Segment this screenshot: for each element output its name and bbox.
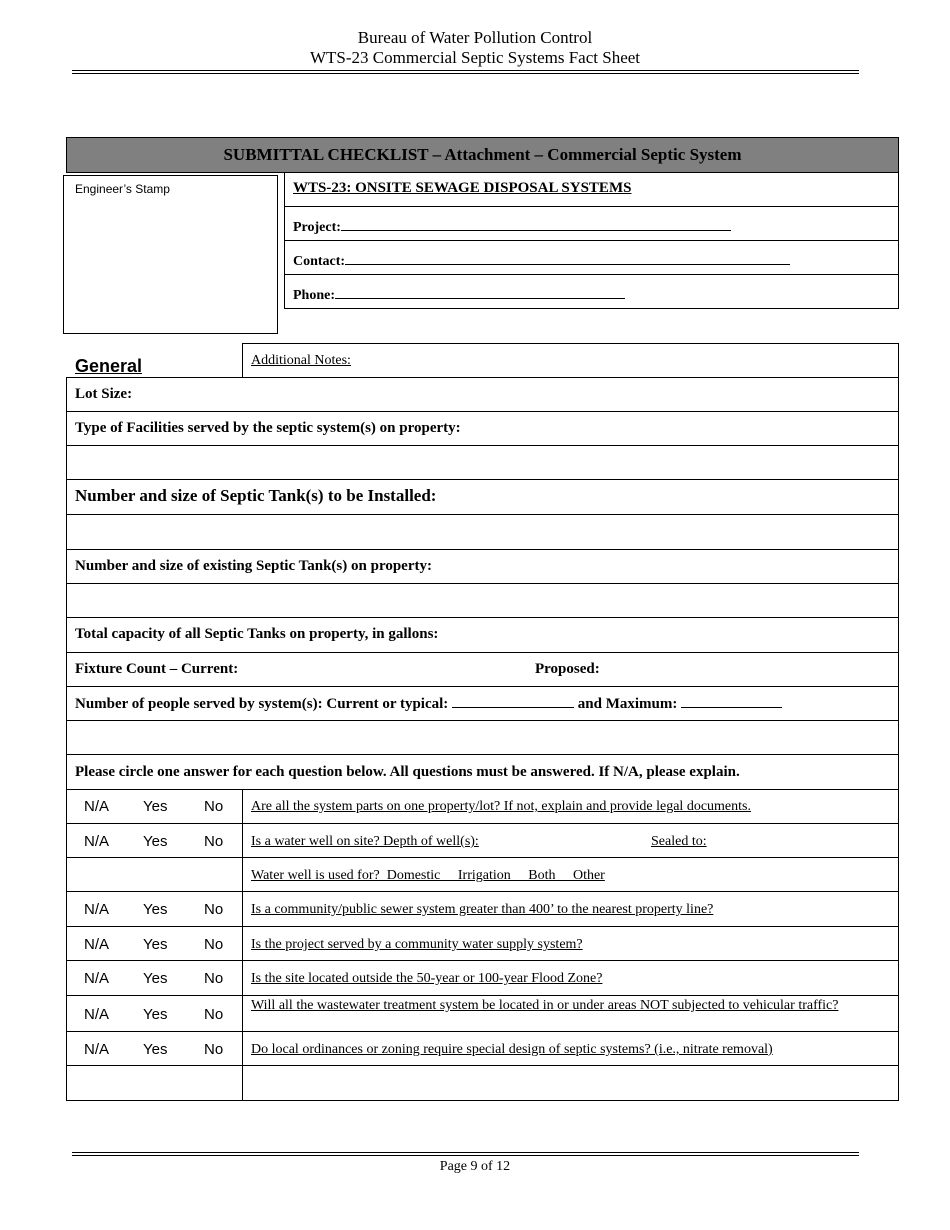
q6-cell bbox=[242, 960, 899, 996]
tanks-existing-answer-row[interactable] bbox=[66, 583, 899, 618]
q7-no[interactable]: No bbox=[204, 1006, 224, 1023]
project-label: Project: bbox=[293, 220, 341, 235]
facilities-row bbox=[66, 411, 899, 446]
blank-answers bbox=[66, 1065, 243, 1101]
project-field[interactable] bbox=[341, 216, 731, 231]
footer-rule bbox=[72, 1152, 859, 1156]
q5-yes[interactable]: Yes bbox=[143, 936, 168, 953]
contact-label: Contact: bbox=[293, 254, 346, 269]
q2-sealed-label: Sealed to: bbox=[651, 834, 707, 849]
tanks-install-answer-row[interactable] bbox=[66, 514, 899, 550]
fixture-proposed-label: Proposed: bbox=[535, 661, 600, 677]
additional-notes-label: Additional Notes: bbox=[251, 353, 351, 368]
project-row bbox=[284, 206, 899, 241]
q2-yes[interactable]: Yes bbox=[143, 833, 168, 850]
q6-text: Is the site located outside the 50-year or 100-year Flood Zone? bbox=[251, 971, 603, 986]
people-max-label: and Maximum: bbox=[577, 696, 678, 712]
tanks-existing-row bbox=[66, 549, 899, 584]
instructions-row bbox=[66, 754, 899, 790]
tanks-install-row bbox=[66, 479, 899, 515]
q8-no[interactable]: No bbox=[204, 1041, 224, 1058]
q5-cell bbox=[242, 926, 899, 961]
q4-yes[interactable]: Yes bbox=[143, 901, 168, 918]
header-line-1: Bureau of Water Pollution Control bbox=[357, 28, 593, 47]
q1-answers bbox=[66, 789, 243, 824]
q2-no[interactable]: No bbox=[204, 833, 224, 850]
q1-cell bbox=[242, 789, 899, 824]
q5-answers bbox=[66, 926, 243, 961]
q5-text: Is the project served by a community water supply system? bbox=[251, 937, 583, 952]
general-heading: General bbox=[75, 356, 143, 376]
facilities-answer-row[interactable] bbox=[66, 445, 899, 480]
q3-text[interactable]: Water well is used for? Domestic Irrigation Both Other bbox=[251, 868, 605, 883]
header-line-2: WTS-23 Commercial Septic Systems Fact Sheet bbox=[309, 48, 641, 67]
q7-cell bbox=[242, 995, 899, 1032]
q8-cell bbox=[242, 1031, 899, 1066]
q7-text: Will all the wastewater treatment system be located in or under areas NOT subjected to vehicular traffic? bbox=[251, 998, 839, 1013]
total-capacity-label: Total capacity of all Septic Tanks on property, in gallons: bbox=[75, 626, 439, 642]
q8-na[interactable]: N/A bbox=[84, 1041, 110, 1058]
people-max-field[interactable] bbox=[681, 695, 782, 708]
people-current-label: Number of people served by system(s): Current or typical: bbox=[75, 696, 449, 712]
page-number: Page 9 of 12 bbox=[439, 1159, 511, 1174]
q5-na[interactable]: N/A bbox=[84, 936, 110, 953]
q3-cell bbox=[242, 857, 899, 892]
q1-text: Are all the system parts on one property/lot? If not, explain and provide legal documents. bbox=[251, 799, 751, 814]
q4-answers bbox=[66, 891, 243, 927]
q4-na[interactable]: N/A bbox=[84, 901, 110, 918]
lot-size-row[interactable] bbox=[66, 377, 899, 412]
q1-yes[interactable]: Yes bbox=[143, 798, 168, 815]
q8-text: Do local ordinances or zoning require special design of septic systems? (i.e., nitrate removal) bbox=[251, 1042, 773, 1057]
q1-na[interactable]: N/A bbox=[84, 798, 110, 815]
q3-answers bbox=[66, 857, 243, 892]
instructions-text: Please circle one answer for each question below. All questions must be answered. If N/A, please explain. bbox=[75, 764, 740, 780]
q7-na[interactable]: N/A bbox=[84, 1006, 110, 1023]
q4-cell bbox=[242, 891, 899, 927]
q6-na[interactable]: N/A bbox=[84, 970, 110, 987]
fixture-current-label: Fixture Count – Current: bbox=[75, 661, 239, 677]
form-title-cell bbox=[284, 172, 899, 207]
q6-no[interactable]: No bbox=[204, 970, 224, 987]
facilities-label: Type of Facilities served by the septic system(s) on property: bbox=[75, 420, 461, 436]
q6-yes[interactable]: Yes bbox=[143, 970, 168, 987]
q7-answers bbox=[66, 995, 243, 1032]
contact-row bbox=[284, 240, 899, 275]
checklist-banner: SUBMITTAL CHECKLIST – Attachment – Commercial Septic System bbox=[66, 137, 899, 173]
q7-yes[interactable]: Yes bbox=[143, 1006, 168, 1023]
tanks-existing-label: Number and size of existing Septic Tank(s) on property: bbox=[75, 558, 432, 574]
q4-text: Is a community/public sewer system greater than 400’ to the nearest property line? bbox=[251, 902, 714, 917]
people-served-row bbox=[66, 686, 899, 721]
phone-label: Phone: bbox=[293, 288, 335, 303]
q4-no[interactable]: No bbox=[204, 901, 224, 918]
people-current-field[interactable] bbox=[452, 695, 574, 708]
tanks-install-label: Number and size of Septic Tank(s) to be Installed: bbox=[75, 486, 437, 505]
blank-explain-cell[interactable] bbox=[242, 1065, 899, 1101]
q5-no[interactable]: No bbox=[204, 936, 224, 953]
q8-answers bbox=[66, 1031, 243, 1066]
engineer-stamp-box[interactable] bbox=[63, 175, 278, 334]
fixture-count-row[interactable] bbox=[66, 652, 899, 687]
q2-answers bbox=[66, 823, 243, 858]
people-answer-row[interactable] bbox=[66, 720, 899, 755]
q6-answers bbox=[66, 960, 243, 996]
additional-notes-cell[interactable] bbox=[242, 343, 899, 378]
header-rule bbox=[72, 70, 859, 74]
form-title: WTS-23: ONSITE SEWAGE DISPOSAL SYSTEMS bbox=[293, 180, 632, 196]
lot-size-label: Lot Size: bbox=[75, 386, 133, 402]
phone-row bbox=[284, 274, 899, 309]
q2-text: Is a water well on site? Depth of well(s): bbox=[251, 834, 479, 849]
q8-yes[interactable]: Yes bbox=[143, 1041, 168, 1058]
q1-no[interactable]: No bbox=[204, 798, 224, 815]
total-capacity-row[interactable] bbox=[66, 617, 899, 653]
engineer-stamp-label: Engineer’s Stamp bbox=[75, 182, 170, 196]
contact-field[interactable] bbox=[345, 250, 790, 265]
q2-na[interactable]: N/A bbox=[84, 833, 110, 850]
q2-cell bbox=[242, 823, 899, 858]
phone-field[interactable] bbox=[335, 284, 625, 299]
